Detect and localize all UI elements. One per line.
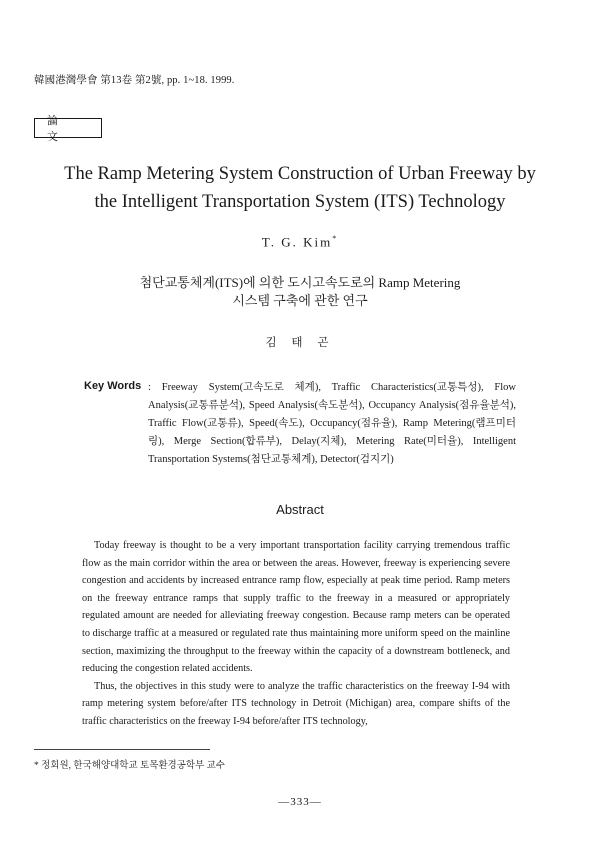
author-english xyxy=(0,234,600,250)
abstract-paragraph-1: Today freeway is thought to be a very important transportation facility carrying tremendous traffic flow as the main corridor within the area or between the areas. However, freeway is experiencing severe congestion and accidents by increased entrance ramp flow, especially at peak time period. Ramp meters on the freeway entrance ramps that supply traffic to the freeway in a measured or appropriately regulated amount are needed for alleviating freeway congestion. Because ramp meters can be operated to discharge traffic at a measured or regulated rate thus maintaining more uniform speed on the mainline section, maximizing the throughput to the freeway within the capacity of a downstream bottleneck, and reducing the congestion related accidents. xyxy=(82,540,510,675)
author-korean: 김 태 곤 xyxy=(265,337,335,349)
title-line-2: the Intelligent Transportation System (ITS) Technology xyxy=(94,192,506,212)
abstract-heading: Abstract xyxy=(276,502,324,517)
keywords-text: : Freeway System(고속도로 체계), Traffic Characteristics(교통특성), Flow Analysis(교통류분석), Speed Analysis(속도분석), Occupancy Analysis(점유율분석), Traffic Flow(교통류), Speed(속도), Occupancy(점유율), Ramp Metering(램프미터링), Merge Section(합류부), Delay(지체), Metering Rate(미터율), Intelligent Transportation Systems(첨단교통체계), Detector(검지기) xyxy=(148,382,516,465)
title-line-1: The Ramp Metering System Construction of Urban Freeway by xyxy=(64,164,536,184)
paper-title xyxy=(20,160,580,216)
author-name: T. G. Kim xyxy=(261,234,333,250)
article-type-box: 論 文 xyxy=(34,118,102,138)
journal-citation: 韓國港灣學會 第13卷 第2號, pp. 1~18. 1999. xyxy=(34,75,235,86)
footnote-divider xyxy=(34,749,210,750)
korean-title-line-1: 첨단교통체계(ITS)에 의한 도시고속도로의 Ramp Metering xyxy=(139,275,461,290)
abstract-body xyxy=(82,537,510,731)
korean-title-line-2: 시스템 구축에 관한 연구 xyxy=(232,293,368,308)
page-number: —333— xyxy=(278,796,322,808)
keywords-label: Key Words xyxy=(84,380,142,392)
korean-title xyxy=(60,274,540,310)
abstract-paragraph-2: Thus, the objectives in this study were to analyze the traffic characteristics on the freeway I-94 with ramp metering system before/after ITS technology in Detroit (Michigan) area, compare shifts of the traffic characteristics on the freeway I-94 before/after ITS technology, xyxy=(82,680,510,727)
author-footnote-mark: * xyxy=(332,234,339,243)
footnote: * 정회원, 한국해양대학교 토목환경공학부 교수 xyxy=(34,761,225,771)
